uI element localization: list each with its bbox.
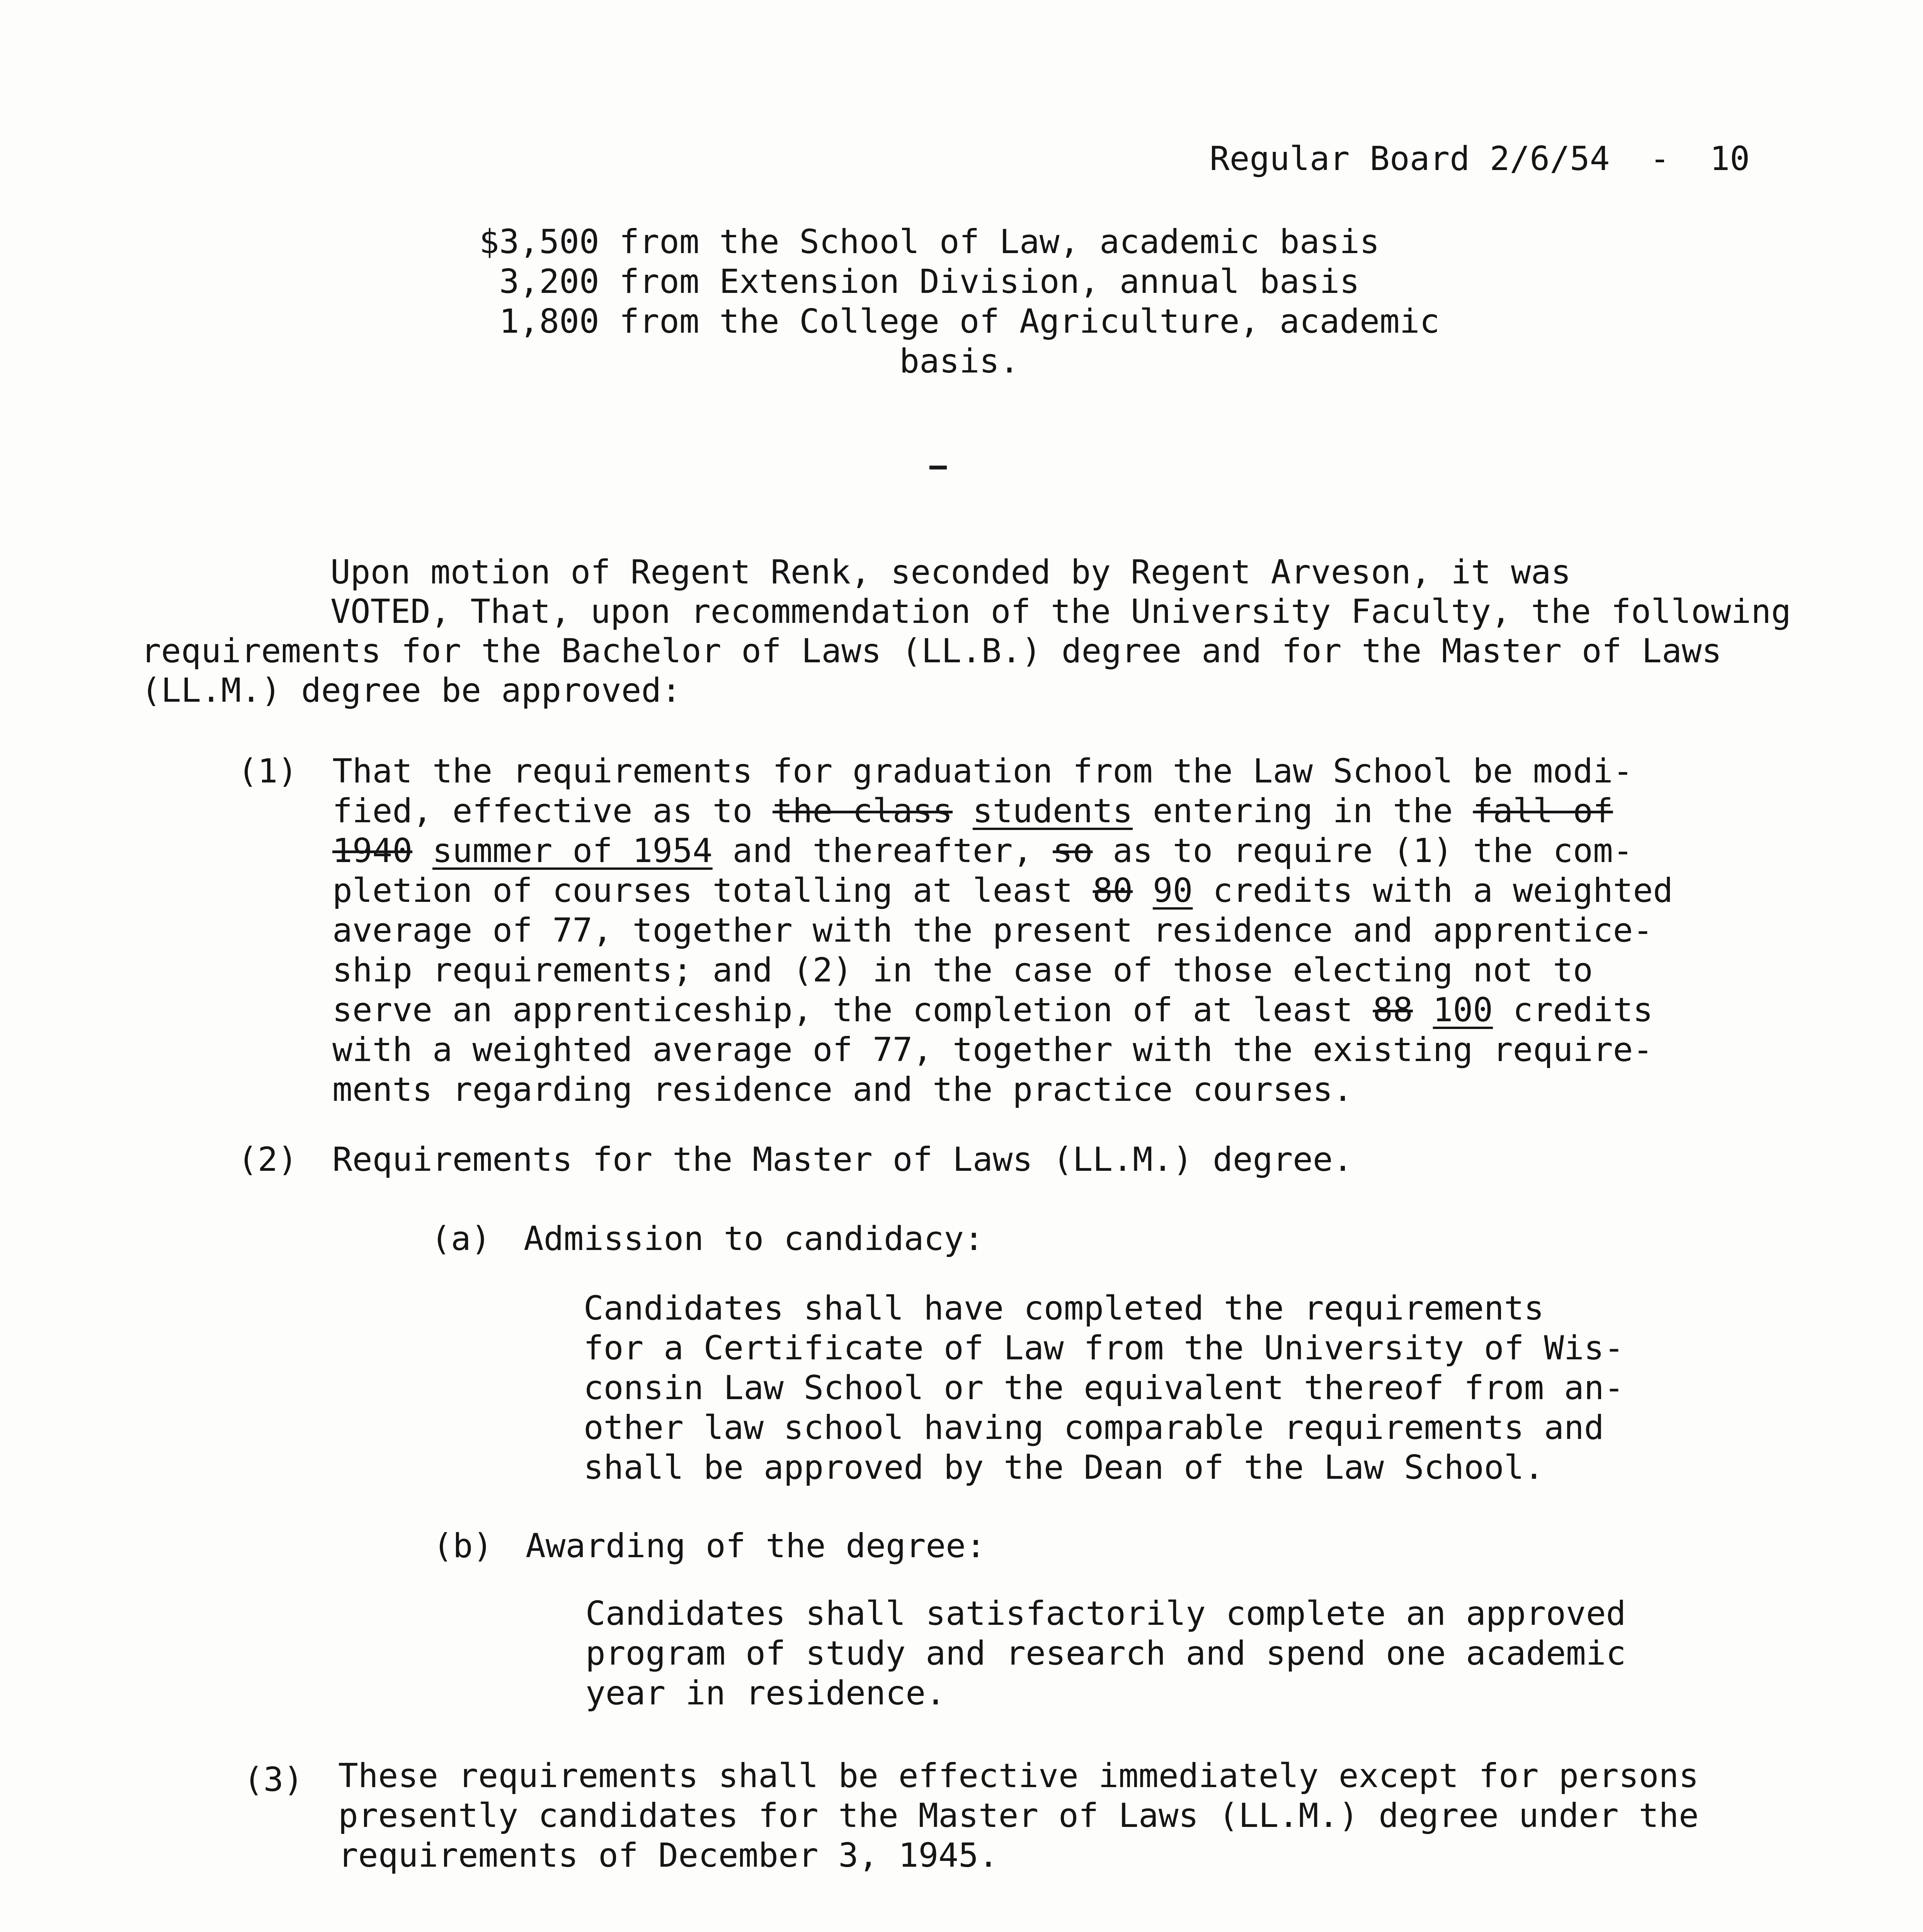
item-2a-line: Candidates shall have completed the requirements [584,1289,1544,1328]
item-2b-body [585,1594,1626,1713]
struck-text: 1940 [332,832,413,870]
item-2b-title: Awarding of the degree: [526,1527,986,1565]
item-1-line: 1940 summer of 1954 and thereafter, so as to require (1) the com- [332,832,1633,870]
salary-sources [479,222,1440,381]
inserted-text: students [972,792,1133,830]
salary-source-line: $3,500 from the School of Law, academic basis [479,223,1380,261]
section-divider [929,466,947,469]
item-2b-line: Candidates shall satisfactorily complete an approved [585,1594,1626,1633]
item-3-marker: (3) [243,1760,304,1799]
item-2a-line: shall be approved by the Dean of the Law School. [584,1448,1544,1487]
motion-1-line-1: Upon motion of Regent Renk, seconded by Regent Arveson, it was [330,553,1571,592]
item-2b-line: program of study and research and spend one academic [585,1634,1626,1673]
item-2a-line: for a Certificate of Law from the University of Wis- [584,1329,1624,1367]
struck-text: so [1052,832,1093,870]
item-2b-marker: (b) [433,1527,493,1565]
struck-text: 88 [1373,991,1413,1029]
item-2a-line: other law school having comparable requirements and [584,1408,1604,1447]
item-1-line: fied, effective as to the class students entering in the fall of [332,792,1613,830]
item-3-line: presently candidates for the Master of Laws (LL.M.) degree under the [338,1796,1699,1835]
struck-text: the class [773,792,953,830]
item-1-text [332,752,1673,1110]
struck-text: fall of [1473,792,1613,830]
item-3-line: These requirements shall be effective immediately except for persons [338,1757,1699,1795]
item-1-line: average of 77, together with the present residence and apprentice- [332,911,1653,950]
salary-source-line: basis. [479,342,1019,381]
inserted-text: 100 [1433,991,1493,1029]
item-3-line: requirements of December 3, 1945. [338,1836,999,1875]
item-2a-title: Admission to candidacy: [524,1219,984,1258]
item-1-line: That the requirements for graduation from the Law School be modi- [332,752,1633,791]
inserted-text: 90 [1152,871,1193,910]
page-header: Regular Board 2/6/54 - 10 [1210,139,1750,178]
motion-1-line-3: requirements for the Bachelor of Laws (LL.B.) degree and for the Master of Laws [141,632,1722,670]
salary-source-line: 3,200 from Extension Division, annual basis [479,262,1360,301]
item-1-line: ments regarding residence and the practice courses. [332,1070,1353,1109]
salary-source-line: 1,800 from the College of Agriculture, academic [479,302,1440,341]
item-1-line: serve an apprenticeship, the completion of at least 88 100 credits [332,991,1653,1029]
item-1-line: pletion of courses totalling at least 80 90 credits with a weighted [332,871,1673,910]
item-3-text [338,1756,1699,1876]
item-2a-body [584,1289,1624,1488]
item-1-marker: (1) [238,752,298,791]
item-1-line: with a weighted average of 77, together with the existing require- [332,1031,1653,1069]
item-2a-marker: (a) [431,1219,491,1258]
item-1-line: ship requirements; and (2) in the case of those electing not to [332,951,1593,990]
item-2b-line: year in residence. [585,1674,946,1713]
inserted-text: summer of 1954 [432,832,713,870]
motion-1-line-2: VOTED, That, upon recommendation of the University Faculty, the following [330,592,1791,631]
item-2a-line: consin Law School or the equivalent thereof from an- [584,1369,1624,1407]
motion-1-line-4: (LL.M.) degree be approved: [141,671,681,710]
struck-text: 80 [1093,871,1133,910]
item-2-marker: (2) [238,1140,298,1179]
item-2-text: Requirements for the Master of Laws (LL.M.) degree. [332,1140,1353,1179]
